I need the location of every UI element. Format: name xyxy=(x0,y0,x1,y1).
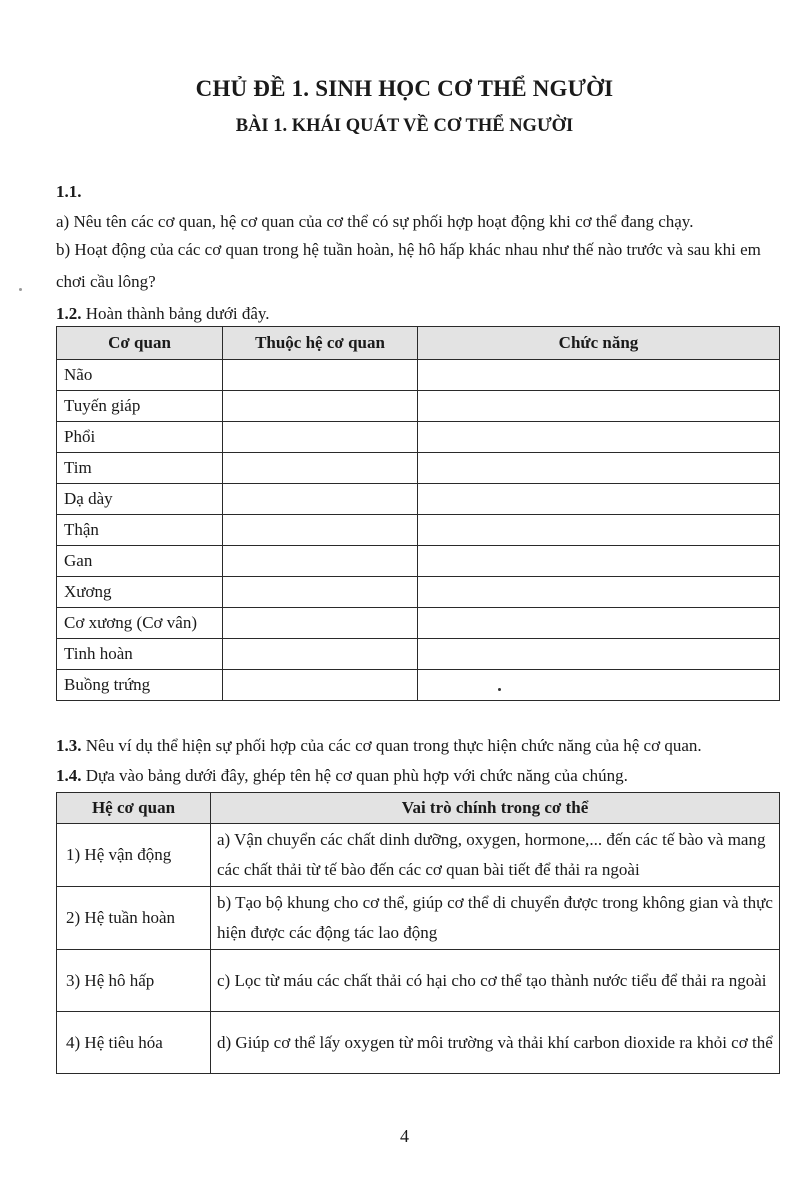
answer-cell[interactable] xyxy=(223,639,418,670)
question-number: 1.3. xyxy=(56,736,82,755)
answer-cell[interactable] xyxy=(418,453,780,484)
table-row xyxy=(57,484,780,515)
role-cell: a) Vận chuyển các chất dinh dưỡng, oxygen, hormone,... đến các tế bào và mang các chất thải từ tế bào đến các cơ quan bài tiết để thải ra ngoài xyxy=(211,824,780,887)
question-number: 1.2. xyxy=(56,304,82,323)
answer-cell[interactable] xyxy=(418,546,780,577)
table-row xyxy=(57,887,780,950)
organ-cell: Dạ dày xyxy=(57,484,223,515)
header-organ: Cơ quan xyxy=(57,327,223,360)
question-1-2 xyxy=(56,302,270,326)
question-1-4 xyxy=(56,764,628,788)
answer-cell[interactable] xyxy=(223,484,418,515)
organ-cell: Gan xyxy=(57,546,223,577)
answer-cell[interactable] xyxy=(223,422,418,453)
organ-cell: Tinh hoàn xyxy=(57,639,223,670)
table-row xyxy=(57,1012,780,1074)
organ-cell: Não xyxy=(57,360,223,391)
table-header-row xyxy=(57,327,780,360)
answer-cell[interactable] xyxy=(418,577,780,608)
answer-cell[interactable] xyxy=(418,484,780,515)
answer-cell[interactable] xyxy=(223,577,418,608)
system-cell: 3) Hệ hô hấp xyxy=(57,950,211,1012)
organ-system-table xyxy=(56,792,780,1074)
organ-cell: Tuyến giáp xyxy=(57,391,223,422)
answer-cell[interactable] xyxy=(418,422,780,453)
organ-cell: Tim xyxy=(57,453,223,484)
table-row xyxy=(57,608,780,639)
answer-cell[interactable] xyxy=(223,360,418,391)
answer-cell[interactable] xyxy=(418,670,780,701)
scan-speck xyxy=(19,288,22,291)
answer-cell[interactable] xyxy=(223,670,418,701)
role-cell: b) Tạo bộ khung cho cơ thể, giúp cơ thể di chuyển được trong không gian và thực hiện được các động tác lao động xyxy=(211,887,780,950)
answer-cell[interactable] xyxy=(223,515,418,546)
role-cell: d) Giúp cơ thể lấy oxygen từ môi trường và thải khí carbon dioxide ra khỏi cơ thể xyxy=(211,1012,780,1074)
table-row xyxy=(57,670,780,701)
topic-title: CHỦ ĐỀ 1. SINH HỌC CƠ THỂ NGƯỜI xyxy=(195,76,614,101)
organ-cell: Buồng trứng xyxy=(57,670,223,701)
question-1-1-a: a) Nêu tên các cơ quan, hệ cơ quan của cơ thể có sự phối hợp hoạt động khi cơ thể đang chạy. xyxy=(56,212,694,231)
answer-cell[interactable] xyxy=(418,391,780,422)
answer-cell[interactable] xyxy=(418,639,780,670)
question-1-1-number xyxy=(56,180,82,204)
organ-cell: Thận xyxy=(57,515,223,546)
table-row xyxy=(57,950,780,1012)
question-text: Hoàn thành bảng dưới đây. xyxy=(81,304,270,323)
header-system: Thuộc hệ cơ quan xyxy=(223,327,418,360)
organ-cell: Xương xyxy=(57,577,223,608)
question-1-3 xyxy=(56,734,702,758)
page-number: 4 xyxy=(400,1126,409,1146)
scan-speck xyxy=(498,688,501,691)
table-row xyxy=(57,453,780,484)
header-role: Vai trò chính trong cơ thể xyxy=(211,793,780,824)
table-row xyxy=(57,360,780,391)
question-number: 1.1. xyxy=(56,182,82,201)
question-number: 1.4. xyxy=(56,766,82,785)
header-function: Chức năng xyxy=(418,327,780,360)
table-row xyxy=(57,422,780,453)
table-header-row xyxy=(57,793,780,824)
lesson-title: BÀI 1. KHÁI QUÁT VỀ CƠ THỂ NGƯỜI xyxy=(235,116,574,136)
answer-cell[interactable] xyxy=(223,546,418,577)
organ-table xyxy=(56,326,780,701)
organ-cell: Cơ xương (Cơ vân) xyxy=(57,608,223,639)
organ-cell: Phổi xyxy=(57,422,223,453)
table-row xyxy=(57,577,780,608)
answer-cell[interactable] xyxy=(418,360,780,391)
table-row xyxy=(57,639,780,670)
system-cell: 4) Hệ tiêu hóa xyxy=(57,1012,211,1074)
system-cell: 1) Hệ vận động xyxy=(57,824,211,887)
answer-cell[interactable] xyxy=(418,608,780,639)
header-system: Hệ cơ quan xyxy=(57,793,211,824)
answer-cell[interactable] xyxy=(418,515,780,546)
role-cell: c) Lọc từ máu các chất thải có hại cho cơ thể tạo thành nước tiểu để thải ra ngoài xyxy=(211,950,780,1012)
question-text: Nêu ví dụ thể hiện sự phối hợp của các cơ quan trong thực hiện chức năng của hệ cơ quan. xyxy=(81,736,702,755)
question-1-1-b: b) Hoạt động của các cơ quan trong hệ tuần hoàn, hệ hô hấp khác nhau như thế nào trước và sau khi em chơi cầu lông? xyxy=(56,240,761,291)
system-cell: 2) Hệ tuần hoàn xyxy=(57,887,211,950)
answer-cell[interactable] xyxy=(223,608,418,639)
table-row xyxy=(57,546,780,577)
answer-cell[interactable] xyxy=(223,391,418,422)
table-row xyxy=(57,515,780,546)
table-row xyxy=(57,824,780,887)
question-text: Dựa vào bảng dưới đây, ghép tên hệ cơ quan phù hợp với chức năng của chúng. xyxy=(81,766,628,785)
answer-cell[interactable] xyxy=(223,453,418,484)
table-row xyxy=(57,391,780,422)
